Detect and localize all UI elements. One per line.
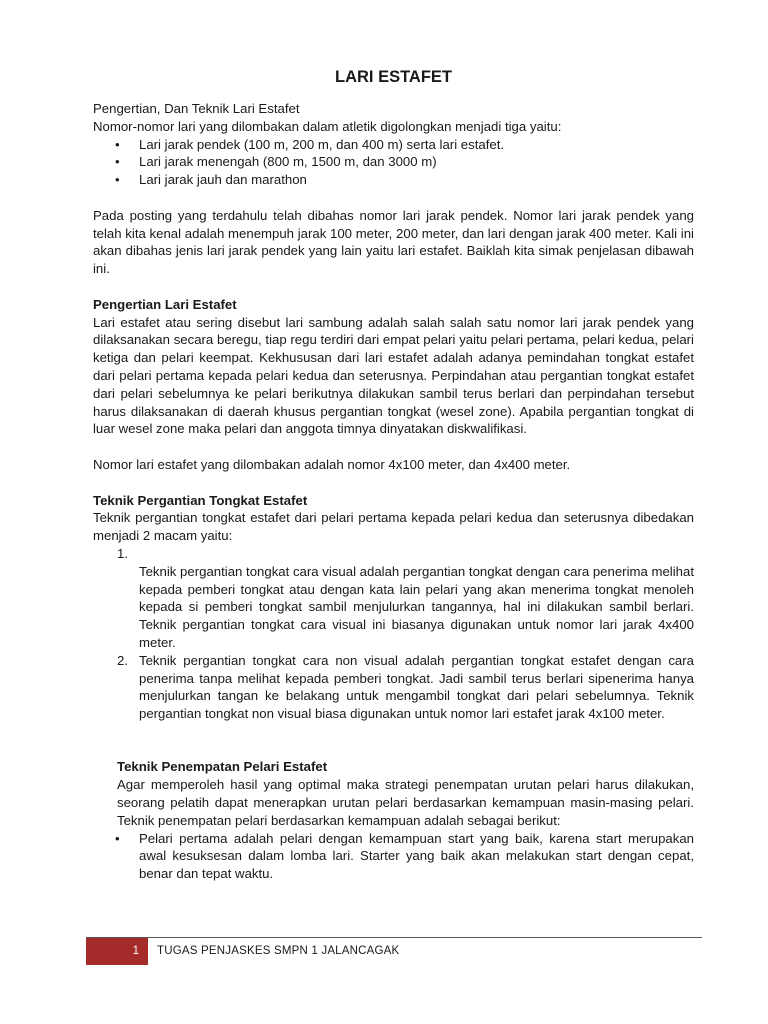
list-number: 1. [117,545,128,561]
list-number: 2. [117,652,128,668]
paragraph-teknik-lead: Teknik pergantian tongkat estafet dari pelari pertama kepada pelari kedua dan seterusnya dibedakan menjadi 2 macam yaitu: [93,510,694,544]
list-item: • Lari jarak jauh dan marathon [139,171,694,189]
page-number-badge: 1 [86,938,148,965]
paragraph-pengertian: Lari estafet atau sering disebut lari sambung adalah salah salah satu nomor lari jarak pendek yang dilaksanakan secara beregu, tiap regu terdiri dari empat pelari yaitu pelari pertama, pelari kedua, pelari ketiga dan pelari keempat. Kekhususan dari lari estafet adalah adanya pemindahan tongkat estafet dari pelari pertama kepada pelari kedua dan seterusnya. Perpindahan atau pergantian tongkat estafet dari pelari sebelumnya ke pelari berikutnya dilakukan sambil terus berlari dan perpindahan tersebut harus dilaksanakan di daerah khusus pergantian tongkat (wesel zone). Apabila pergantian tongkat di luar wesel zone maka pelari dan anggota timnya dinyatakan diskwalifikasi. [93,314,694,437]
placement-list [117,830,694,883]
heading-teknik-pergantian: Teknik Pergantian Tongkat Estafet [93,492,308,508]
running-categories-list [93,136,694,189]
paragraph-penempatan: Agar memperoleh hasil yang optimal maka strategi penempatan urutan pelari harus dilakukan, seorang pelatih dapat menerapkan urutan pelari berdasarkan kemampuan masin-masing pelari. Teknik penempatan pelari berdasarkan kemampuan adalah sebagai berikut: [117,777,694,828]
footer-label: TUGAS PENJASKES SMPN 1 JALANCAGAK [157,945,400,957]
list-item-text: Teknik pergantian tongkat cara visual adalah pergantian tongkat dengan cara penerima melihat kepada pemberi tongkat atau dengan kata lain pelari yang akan menerima tongkat menoleh kepada si pemberi tongkat sambil menjulurkan tangannya, hal ini dilakukan sambil berlari. Teknik pergantian tongkat cara visual ini biasanya digunakan untuk nomor lari jarak 4x400 meter. [139,563,694,650]
list-item: • Lari jarak pendek (100 m, 200 m, dan 400 m) serta lari estafet. [139,136,694,154]
list-item: • Pelari pertama adalah pelari dengan kemampuan start yang baik, karena start merupakan awal kesuksesan dalam lomba lari. Starter yang baik akan melakukan start dengan cepat, benar dan tepat waktu. [139,830,694,883]
intro-lead: Nomor-nomor lari yang dilombakan dalam atletik digolongkan menjadi tiga yaitu: [93,118,562,134]
section-penempatan [93,758,694,883]
heading-penempatan: Teknik Penempatan Pelari Estafet [117,759,328,775]
intro-heading: Pengertian, Dan Teknik Lari Estafet [93,101,300,116]
list-item [117,652,694,723]
paragraph-intro-sprint: Pada posting yang terdahulu telah dibahas nomor lari jarak pendek. Nomor lari jarak pendek yang telah kita kenal adalah menempuh jarak 100 meter, 200 meter, dan lari dengan jarak 400 meter. Kali ini akan dibahas jenis lari jarak pendek yang lain yaitu lari estafet. Baiklah kita simak penjelasan dibawah ini. [93,207,694,277]
document-title: LARI ESTAFET [334,68,453,86]
heading-pengertian: Pengertian Lari Estafet [93,296,237,312]
list-item-text: Teknik pergantian tongkat cara non visual adalah pergantian tongkat estafet dengan cara penerima tanpa melihat kepada pemberi tongkat. Jadi sambil terus berlari sipenerima hanya menjulurkan tangan ke belakang untuk mengambil tongkat dari pelari sebelumnya. Teknik pergantian tongkat non visual biasa digunakan untuk nomor lari estafet jarak 4x100 meter. [139,652,694,722]
list-item [117,545,694,652]
technique-list [93,545,694,723]
list-item: • Lari jarak menengah (800 m, 1500 m, dan 3000 m) [139,153,694,171]
document-page [93,66,694,883]
paragraph-nomor-estafet: Nomor lari estafet yang dilombakan adalah nomor 4x100 meter, dan 4x400 meter. [93,456,571,472]
